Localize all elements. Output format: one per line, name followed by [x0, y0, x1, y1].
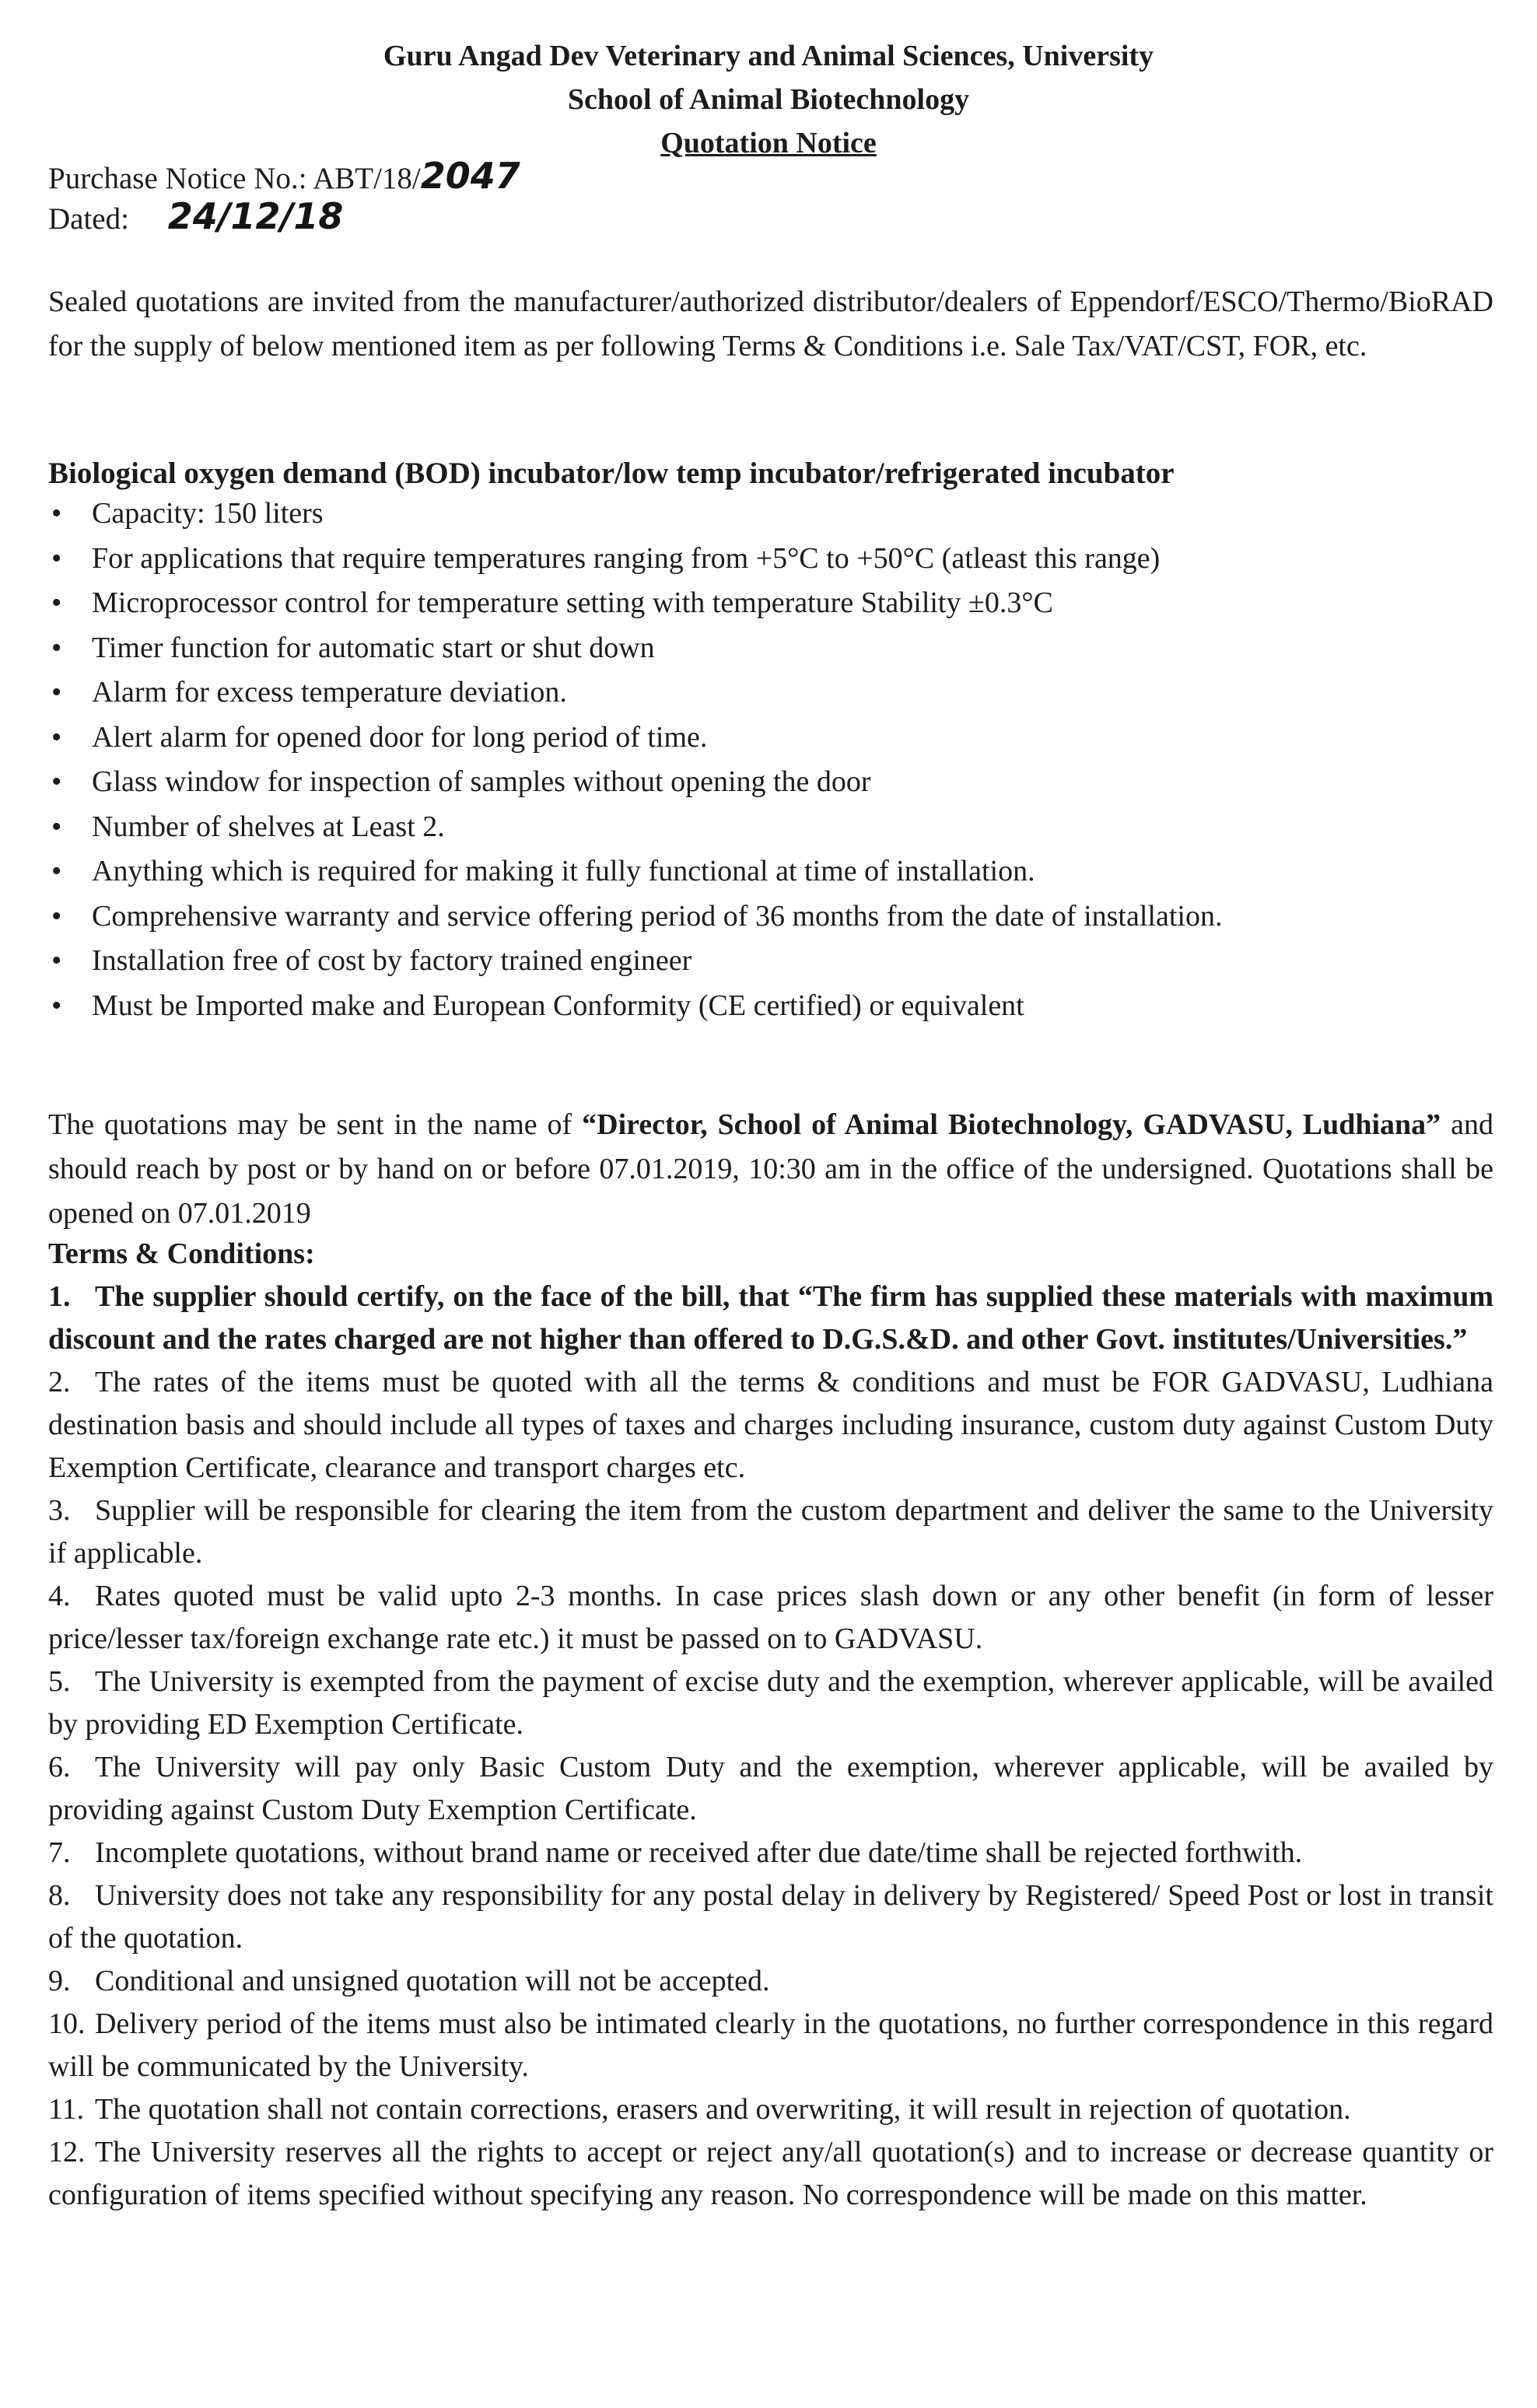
term-item: 1. The supplier should certify, on the face of the bill, that “The firm has supplied these materials with maximum discount and the rates charged are not higher than offered to D.G.S.&D. and other Govt. institutes/Universities.” — [48, 1280, 1493, 1356]
term-item: 6. The University will pay only Basic Custom Duty and the exemption, wherever applicable, will be availed by providing against Custom Duty Exemption Certificate. — [48, 1751, 1493, 1826]
spec-item: • Alert alarm for opened door for long period of time. — [48, 716, 1479, 761]
term-item: 3. Supplier will be responsible for clearing the item from the custom department and deliver the same to the University if applicable. — [48, 1494, 1493, 1570]
spec-item: • For applications that require temperatures ranging from +5°C to +50°C (atleast this range) — [48, 537, 1479, 582]
spec-item: • Capacity: 150 liters — [48, 492, 1479, 537]
spec-item: • Alarm for excess temperature deviation. — [48, 670, 1479, 716]
dated-line — [48, 196, 343, 240]
term-item: 9. Conditional and unsigned quotation will not be accepted. — [48, 1965, 770, 1997]
spec-item: • Timer function for automatic start or shut down — [48, 626, 1479, 671]
notice-date: 24/12/18 — [167, 195, 344, 237]
university-name: Guru Angad Dev Veterinary and Animal Sciences, University — [383, 40, 1154, 72]
term-item: 10. Delivery period of the items must also be intimated clearly in the quotations, no further correspondence in this regard will be communicated by the University. — [48, 2007, 1493, 2083]
spec-item: • Anything which is required for making it fully functional at time of installation. — [48, 849, 1479, 894]
term-item: 12. The University reserves all the rights to accept or reject any/all quotation(s) and to increase or decrease quantity or configuration of items specified without specifying any reason. No correspondence will be made on this matter. — [48, 2136, 1493, 2211]
term-item: 7. Incomplete quotations, without brand name or received after due date/time shall be rejected forthwith. — [48, 1836, 1303, 1869]
terms-title: Terms & Conditions: — [48, 1237, 315, 1270]
dated-label: Dated: — [48, 202, 129, 236]
spec-item: • Comprehensive warranty and service offering period of 36 months from the date of installation. — [48, 894, 1479, 940]
submission-paragraph — [48, 1103, 1493, 1236]
terms-list — [48, 1276, 1493, 2217]
submission-suffix: and should reach by post or by hand on or before 07.01.2019, 10:30 am in the office of the undersigned. Quotations shall be opened on 07.01.2019 — [48, 1108, 1493, 1230]
document-header — [0, 34, 1537, 165]
purchase-notice-line — [48, 156, 520, 199]
spec-item: • Glass window for inspection of samples without opening the door — [48, 760, 1479, 805]
spec-item: • Must be Imported make and European Conformity (CE certified) or equivalent — [48, 984, 1479, 1029]
term-item: 4. Rates quoted must be valid upto 2-3 months. In case prices slash down or any other benefit (in form of lesser price/lesser tax/foreign exchange rate etc.) it must be passed on to GADVASU. — [48, 1580, 1493, 1655]
purchase-notice-label: Purchase Notice No.: ABT/18/ — [48, 162, 421, 195]
intro-paragraph: Sealed quotations are invited from the manufacturer/authorized distributor/dealers of Eppendorf/ESCO/Thermo/BioRAD for the supply of below mentioned item as per following Terms & Conditions i.e. Sale Tax/VAT/CST, FOR, etc. — [48, 285, 1493, 362]
submission-prefix: The quotations may be sent in the name of — [48, 1108, 583, 1141]
spec-item: • Microprocessor control for temperature setting with temperature Stability ±0.3°C — [48, 581, 1479, 626]
item-title: Biological oxygen demand (BOD) incubator/low temp incubator/refrigerated incubator — [48, 457, 1175, 490]
term-item: 11. The quotation shall not contain corrections, erasers and overwriting, it will result in rejection of quotation. — [48, 2093, 1351, 2126]
term-item: 5. The University is exempted from the payment of excise duty and the exemption, wherever applicable, will be availed by providing ED Exemption Certificate. — [48, 1665, 1493, 1741]
term-item: 8. University does not take any responsibility for any postal delay in delivery by Registered/ Speed Post or lost in transit of the quotation. — [48, 1879, 1493, 1955]
submission-addressee: “Director, School of Animal Biotechnology, GADVASU, Ludhiana” — [582, 1108, 1441, 1141]
spec-item: • Number of shelves at Least 2. — [48, 805, 1479, 850]
term-item: 2. The rates of the items must be quoted with all the terms & conditions and must be FOR GADVASU, Ludhiana destination basis and should include all types of taxes and charges including insurance, custom duty against Custom Duty Exemption Certificate, clearance and transport charges etc. — [48, 1366, 1493, 1484]
notice-title: Quotation Notice — [660, 127, 877, 159]
spec-list — [48, 492, 1479, 1028]
spec-item: • Installation free of cost by factory trained engineer — [48, 939, 1479, 984]
school-name: School of Animal Biotechnology — [567, 83, 970, 116]
purchase-notice-number: 2047 — [420, 155, 520, 197]
